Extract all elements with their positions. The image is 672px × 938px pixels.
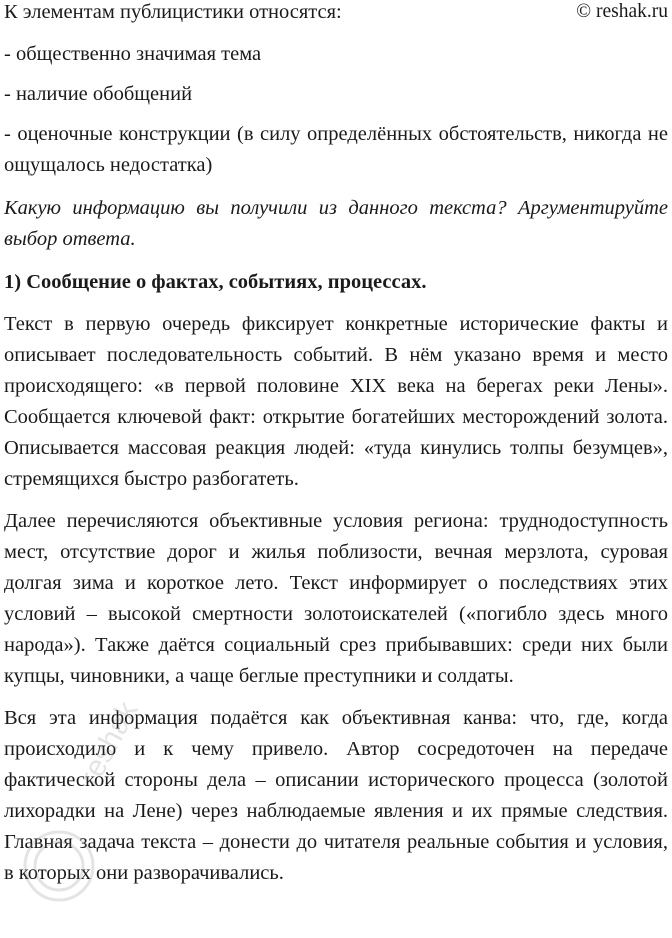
list-item: - общественно значимая тема: [4, 43, 262, 65]
document-page: [4, 0, 668, 889]
question-text: Какую информацию вы получили из данного текста? Аргументируйте выбор ответа.: [4, 197, 668, 250]
list-item: - оценочные конструкции (в силу определённых обстоятельств, никогда не ощущалось недостатка): [4, 123, 668, 176]
watermark-text: reshak: [73, 696, 145, 792]
list-item: - наличие обобщений: [4, 83, 193, 105]
answer-paragraph: Вся эта информация подаётся как объективная канва: что, где, когда происходило и к чему привело. Автор сосредоточен на передаче фактической стороны дела – описании исторического процесса (золотой лихорадки на Лене) через наблюдаемые явления и их прямые следствия. Главная задача текста – донести до читателя реальные события и условия, в которых они разворачивались.: [4, 707, 668, 884]
answer-paragraph: Далее перечисляются объективные условия региона: труднодоступность мест, отсутствие дорог и жилья поблизости, вечная мерзлота, суровая долгая зима и короткое лето. Текст информирует о последствиях этих условий – высокой смертности золотоискателей («погибло здесь много народа»). Также даётся социальный срез прибывавших: среди них были купцы, чиновники, а чаще беглые преступники и солдаты.: [4, 510, 668, 687]
answer-paragraph: Текст в первую очередь фиксирует конкретные исторические факты и описывает последовательность событий. В нём указано время и место происходящего: «в первой половине XIX века на берегах реки Лены». Сообщается ключевой факт: открытие богатейших месторождений золота. Описывается массовая реакция людей: «туда кинулись толпы безумцев», стремящихся быстро разбогатеть.: [4, 313, 668, 490]
header-line: [4, 0, 668, 26]
section-lead: К элементам публицистики относятся:: [4, 1, 342, 23]
site-brand[interactable]: © reshak.ru: [576, 1, 668, 22]
answer-heading: 1) Сообщение о фактах, событиях, процессах.: [4, 271, 427, 293]
